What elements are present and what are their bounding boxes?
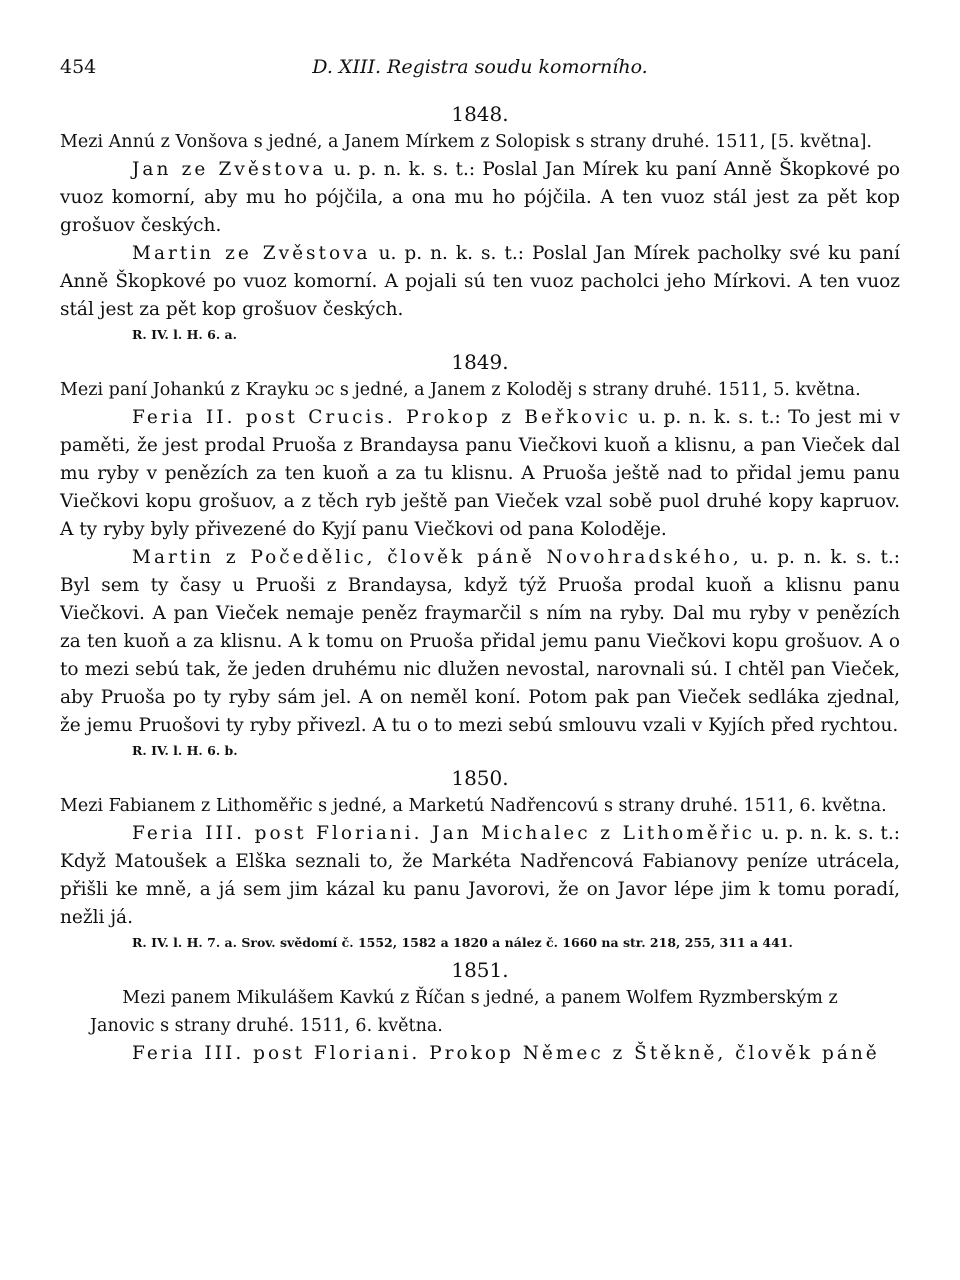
- entry-number: 1850.: [451, 766, 509, 790]
- entry-number: 1851.: [451, 958, 509, 982]
- running-title: D. XIII. Registra soudu komorního.: [312, 56, 648, 78]
- witness-name: Feria III. post Floriani. Prokop Němec z Štěkně, člověk páně: [132, 1043, 880, 1064]
- entry-1851: [60, 956, 900, 1068]
- witness-name: Martin ze Zvěstova: [132, 243, 371, 264]
- page-body: [60, 98, 900, 1068]
- testimony-paragraph: [60, 156, 900, 240]
- testimony-paragraph: [60, 820, 900, 932]
- entry-1849: [60, 348, 900, 762]
- entry-regest: Mezi Fabianem z Lithoměřic s jedné, a Marketú Nadřencovú s strany druhé. 1511, 6. května.: [60, 796, 887, 816]
- entry-regest: Mezi paní Johankú z Krayku ɔc s jedné, a Janem z Koloděj s strany druhé. 1511, 5. května.: [60, 380, 861, 400]
- testimony-text: u. p. n. k. s. t.: Poslal Jan Mírek ku paní Anně Škopkové po vuoz komorní, aby mu ho pójčila, a ona mu ho pójčila. A ten vuoz stál jest za pět kop grošuov českých.: [60, 159, 900, 236]
- entry-regest: Mezi Annú z Vonšova s jedné, a Janem Mírkem z Solopisk s strany druhé. 1511, [5. května].: [60, 132, 872, 152]
- testimony-text: u. p. n. k. s. t.: Když Matoušek a Elška seznali to, že Markéta Nadřencová Fabianovy peníze utrácela, přišli ke mně, a já sem jim kázal ku panu Javorovi, že on Javor lépe jim k tomu poradí, nežli já.: [60, 823, 900, 928]
- testimony-paragraph: [60, 544, 900, 740]
- testimony-paragraph: [60, 240, 900, 324]
- testimony-paragraph: [60, 404, 900, 544]
- source-reference: R. IV. l. H. 6. b.: [132, 743, 238, 758]
- witness-name: Jan ze Zvěstova: [132, 159, 327, 180]
- witness-name: Martin z Počedělic, člověk páně Novohradského,: [132, 547, 742, 568]
- page-number: 454: [60, 56, 97, 78]
- source-reference: R. IV. l. H. 7. a. Srov. svědomí č. 1552, 1582 a 1820 a nález č. 1660 na str. 218, 255, 311 a 441.: [132, 935, 793, 950]
- testimony-text: u. p. n. k. s. t.: Byl sem ty časy u Pruoši z Brandaysa, když týž Pruoša prodal kuoň a klisnu panu Viečkovi. A pan Vieček nemaje peněz fraymarčil s ním na ryby. Dal mu ryby v penězích za ten kuoň a za klisnu. A k tomu on Pruoša přidal jemu panu Viečkovi kopu grošuov. A o to mezi sebú tak, že jeden druhému nic dlužen nevostal, narovnali sú. I chtěl pan Vieček, aby Pruoša po ty ryby sám jel. A on neměl koní. Potom pak pan Vieček sedláka zjednal, že jemu Pruošovi ty ryby přivezl. A tu o to mezi sebú smlouvu vzali v Kyjích před rychtou.: [60, 547, 900, 736]
- testimony-text: u. p. n. k. s. t.: Poslal Jan Mírek pacholky své ku paní Anně Škopkové po vuoz komorní. A pojali sú ten vuoz pacholci jeho Mírkovi. A ten vuoz stál jest za pět kop grošuov českých.: [60, 243, 900, 320]
- entry-number: 1849.: [451, 350, 509, 374]
- page-header: [60, 56, 900, 82]
- entry-regest: Mezi panem Mikulášem Kavkú z Říčan s jedné, a panem Wolfem Ryzmberským z Janovic s strany druhé. 1511, 6. května.: [90, 988, 838, 1036]
- entry-number: 1848.: [451, 102, 509, 126]
- source-reference: R. IV. l. H. 6. a.: [132, 327, 237, 342]
- testimony-text: u. p. n. k. s. t.: To jest mi v paměti, že jest prodal Pruoša z Brandaysa panu Viečkovi kuoň a klisnu, a pan Vieček dal mu ryby v penězích za ten kuoň a za tu klisnu. A Pruoša ještě nad to přidal jemu panu Viečkovi kopu grošuov, a z těch ryb ještě pan Vieček vzal sobě puol druhé kopy kapruov. A ty ryby byly přivezené do Kyjí panu Viečkovi od pana Koloděje.: [60, 407, 900, 540]
- witness-name: Feria III. post Floriani. Jan Michalec z Lithoměřic: [132, 823, 755, 844]
- entry-1850: [60, 764, 900, 954]
- entry-1848: [60, 100, 900, 346]
- witness-name: Feria II. post Crucis. Prokop z Beřkovic: [132, 407, 631, 428]
- testimony-paragraph: [60, 1040, 900, 1068]
